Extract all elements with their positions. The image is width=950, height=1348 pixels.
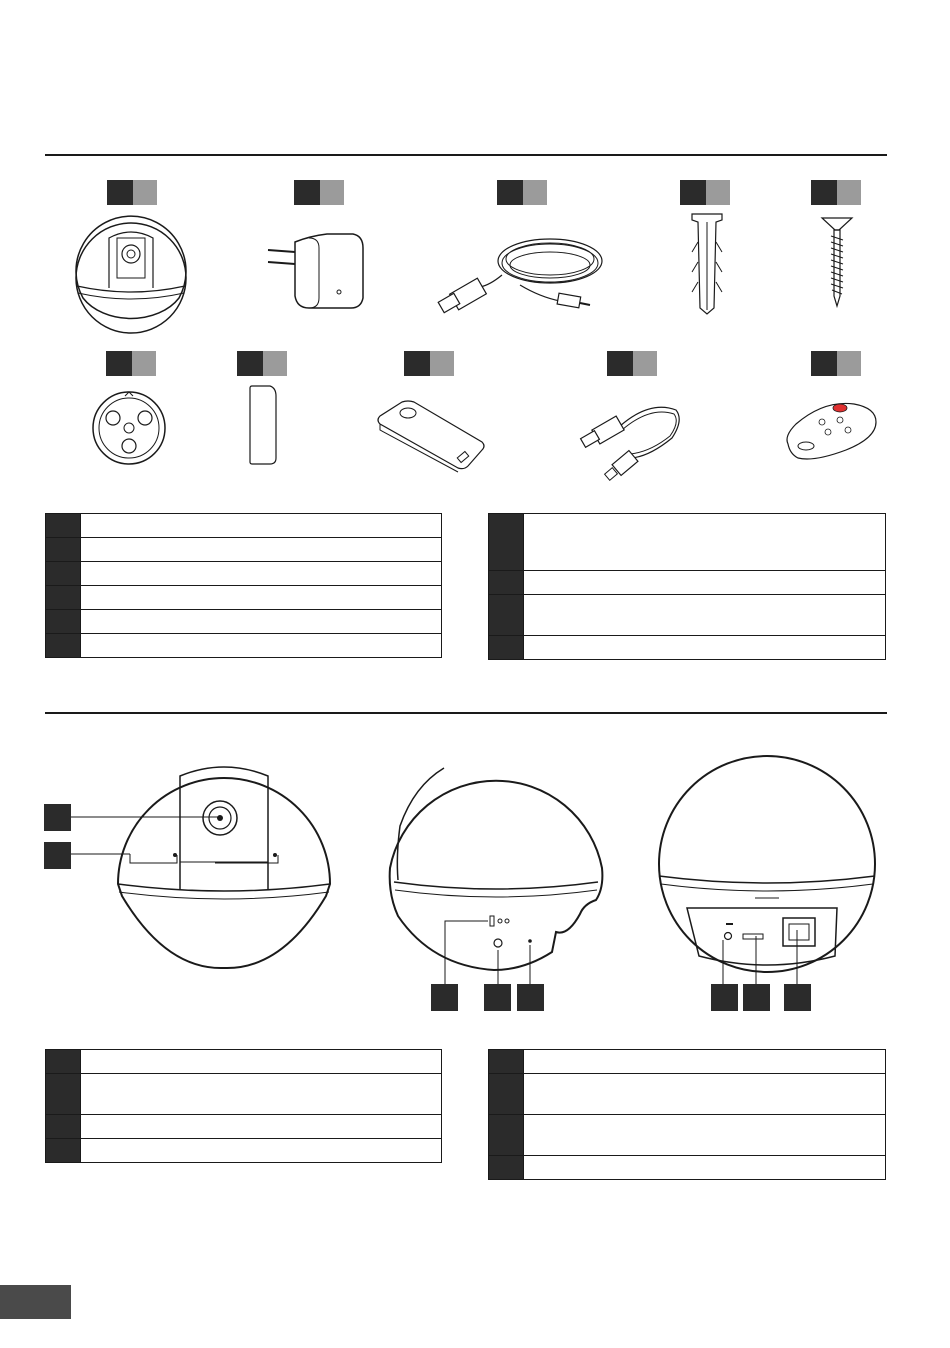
power-adapter-icon <box>265 222 365 312</box>
rear-callout-lines <box>440 915 550 995</box>
usb-cable-icon <box>440 225 605 317</box>
item-badge <box>404 351 454 376</box>
callout-marker <box>743 984 770 1011</box>
table-row <box>489 1050 886 1074</box>
product-table-right <box>488 1049 886 1180</box>
table-row <box>489 1115 886 1156</box>
callout-marker <box>711 984 738 1011</box>
contents-table-right <box>488 513 886 660</box>
table-row <box>46 562 442 586</box>
callout-marker <box>484 984 511 1011</box>
contents-table-left <box>45 513 442 658</box>
screw-icon <box>820 216 854 308</box>
table-row <box>46 538 442 562</box>
table-row <box>46 634 442 658</box>
door-sensor-icon <box>248 384 278 466</box>
wall-plug-icon <box>688 212 726 316</box>
camera-icon <box>75 218 187 334</box>
item-badge <box>811 351 861 376</box>
table-row <box>489 636 886 660</box>
page-tab <box>0 1285 71 1319</box>
table-row <box>46 1074 442 1115</box>
micro-usb-cable-icon <box>580 400 685 488</box>
bracket-icon <box>91 390 167 466</box>
callout-marker <box>44 804 71 831</box>
item-badge <box>107 180 157 205</box>
table-row <box>46 1115 442 1139</box>
callout-marker <box>44 842 71 869</box>
top-section-divider <box>45 154 887 156</box>
table-row <box>46 610 442 634</box>
item-badge <box>680 180 730 205</box>
table-row <box>46 1139 442 1163</box>
product-table-left <box>45 1049 442 1163</box>
callout-marker <box>517 984 544 1011</box>
remote-control-icon <box>784 400 880 462</box>
table-row <box>489 571 886 595</box>
ports-callout-lines <box>715 930 815 990</box>
table-row <box>489 1156 886 1180</box>
table-row <box>489 1074 886 1115</box>
callout-marker <box>784 984 811 1011</box>
item-badge <box>294 180 344 205</box>
table-row <box>489 514 886 571</box>
motion-sensor-icon <box>374 398 486 470</box>
product-section-divider <box>45 712 887 714</box>
table-row <box>46 1050 442 1074</box>
item-badge <box>607 351 657 376</box>
item-badge <box>106 351 156 376</box>
item-badge <box>237 351 287 376</box>
callout-marker <box>431 984 458 1011</box>
item-badge <box>497 180 547 205</box>
table-row <box>489 595 886 636</box>
table-row <box>46 514 442 538</box>
front-callout-lines <box>70 800 290 870</box>
table-row <box>46 586 442 610</box>
item-badge <box>811 180 861 205</box>
